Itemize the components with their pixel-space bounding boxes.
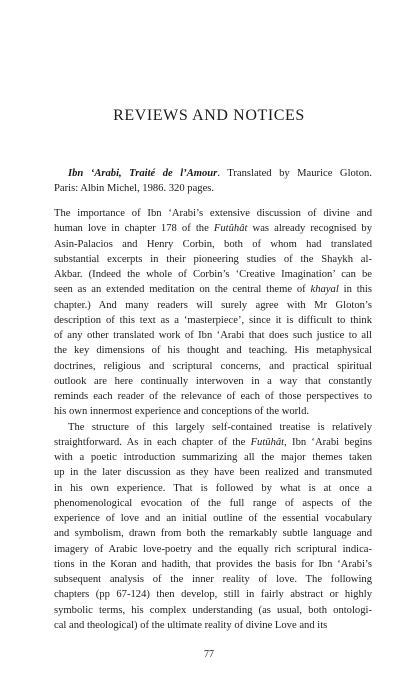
- emphasized-text: Futûhât: [213, 223, 248, 235]
- paragraph-line: [54, 374, 372, 389]
- paragraph: [54, 206, 372, 420]
- text-run: up in the later discussion as they have been realized and transmuted: [54, 467, 372, 479]
- text-run: straightforward. As in each chapter of the: [54, 436, 251, 448]
- text-run: seen as an extended meditation on the central theme of: [54, 284, 311, 296]
- text-run: in this: [338, 284, 372, 296]
- text-run: The structure of this largely self-contained treatise is relatively: [68, 421, 372, 433]
- paragraph-line: [54, 618, 372, 633]
- text-run: the key dimensions of his thought and teaching. His metaphysical: [54, 345, 372, 357]
- text-run: , Ibn ‘Arabi begins: [284, 436, 372, 448]
- paragraph: [54, 420, 372, 634]
- paragraph-line: [54, 450, 372, 465]
- text-run: with a poetic introduction summarizing all the major themes taken: [54, 452, 372, 463]
- text-run: his own innermost experience and conceptions of the world.: [54, 406, 310, 418]
- paragraph-line: [54, 557, 372, 572]
- text-run: subsequent analysis of the inner reality of love. The following: [54, 574, 372, 585]
- text-run: substantial excerpts in their pioneering studies of the Shaykh al-: [54, 253, 372, 265]
- text-run: chapter.) And many readers will surely agree with Mr Gloton’s: [54, 299, 372, 311]
- paragraph-line: [54, 298, 372, 313]
- paragraph-line: [54, 465, 372, 480]
- paragraph-line: [54, 252, 372, 267]
- section-heading: REVIEWS AND NOTICES: [113, 107, 305, 124]
- text-run: was already recognised by: [247, 223, 372, 235]
- paragraph-line: [54, 511, 372, 526]
- text-run: Asin-Palacios and Henry Corbin, both of whom had translated: [54, 238, 372, 250]
- paragraph-line: [54, 404, 372, 419]
- paragraph-line: [54, 389, 372, 404]
- paragraph-line: [54, 359, 372, 374]
- page-number: 77: [204, 649, 214, 660]
- text-run: cal and theological) of the ultimate reality of divine Love and its: [54, 619, 328, 631]
- paragraph-line: [54, 587, 372, 602]
- text-run: Paris: Albin Michel, 1986. 320 pages.: [54, 183, 215, 195]
- review-citation: [54, 166, 372, 197]
- text-run: experience of love and an initial outline of the essential vocabulary: [54, 513, 372, 524]
- paragraph-line: [54, 343, 372, 358]
- paragraph-line: [54, 282, 372, 297]
- emphasized-text: Futûhât: [250, 436, 285, 448]
- paragraph-line: [54, 313, 372, 328]
- text-run: human love in chapter 178 of the: [54, 223, 214, 235]
- paragraph-line: [54, 237, 372, 252]
- paragraph-line: [54, 328, 372, 343]
- text-run: in his own experience. That is followed by what is at once a: [54, 482, 372, 494]
- text-run: The importance of Ibn ‘Arabi’s extensive discussion of divine and: [54, 208, 372, 219]
- emphasized-text: khayal: [310, 284, 339, 296]
- citation-line: [54, 166, 372, 181]
- paragraph-line: [54, 603, 372, 618]
- paragraph-line: [54, 221, 372, 236]
- paragraph-line: [54, 420, 372, 435]
- text-run: phenomenological evocation of the full range of aspects of the: [54, 497, 372, 509]
- paragraph-line: [54, 206, 372, 221]
- text-run: of any other translated work of Ibn ‘Arabi that does such justice to all: [54, 330, 372, 341]
- paragraph-line: [54, 267, 372, 282]
- paragraph-line: [54, 526, 372, 541]
- text-run: imagery of Arabic love-poetry and the equally rich scriptural indica-: [54, 543, 372, 555]
- paragraph-line: [54, 435, 372, 450]
- text-run: outlook are here continually interwoven in a way that constantly: [54, 375, 372, 387]
- text-run: tions in the Koran and hadith, that provides the basis for Ibn ‘Arabi’s: [54, 558, 372, 570]
- paragraph-line: [54, 542, 372, 557]
- text-run: Akbar. (Indeed the whole of Corbin’s ‘Creative Imagination’ can be: [54, 269, 372, 280]
- paragraph-line: [54, 496, 372, 511]
- emphasized-text: Ibn ‘Arabi, Traité de l’Amour: [68, 168, 218, 179]
- text-run: . Translated by Maurice Gloton.: [217, 168, 372, 179]
- text-run: doctrines, religious and scriptural concerns, and practical spiritual: [54, 360, 372, 372]
- text-run: description of this text as a ‘masterpiece’, since it is difficult to think: [54, 314, 372, 326]
- text-run: chapters (pp 67-124) then develop, still in fairly abstract or highly: [54, 589, 372, 601]
- text-run: symbolic terms, his complex understanding (as usual, both ontologi-: [54, 604, 372, 616]
- review-body: [54, 206, 372, 633]
- citation-line: [54, 181, 372, 196]
- paragraph-line: [54, 481, 372, 496]
- paragraph-line: [54, 572, 372, 587]
- text-run: reminds each reader of the relevance of each of those perspectives to: [54, 391, 372, 402]
- text-run: and symbolism, drawn from both the remarkably subtle language and: [54, 528, 372, 540]
